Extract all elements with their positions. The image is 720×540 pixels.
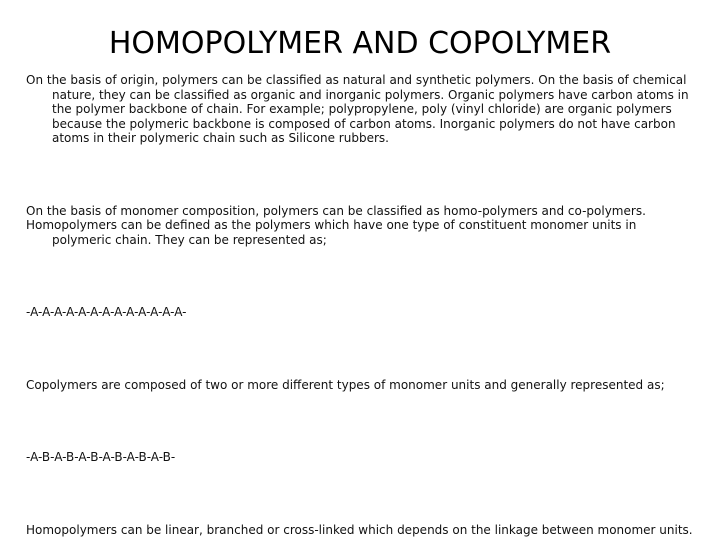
slide-body xyxy=(26,73,696,537)
paragraph-classification-origin: On the basis of origin, polymers can be classified as natural and synthetic polymers. On the basis of chemical nature, they can be classified as organic and inorganic polymers. Organic polymers have carbon atoms in the polymer backbone of chain. For example; polypropylene, poly (vinyl chloride) are organic polymers because the polymeric backbone is composed of carbon atoms. Inorganic polymers do not have carbon atoms in their polymeric chain such as Silicone rubbers. xyxy=(26,73,689,145)
homopolymer-representation: -A-A-A-A-A-A-A-A-A-A-A-A-A- xyxy=(26,305,187,319)
paragraph-homopolymer-definition: Homopolymers can be defined as the polymers which have one type of constituent monomer units in polymeric chain. They can be represented as; xyxy=(26,218,637,247)
spacer xyxy=(26,320,696,349)
paragraph-homopolymer-structure: Homopolymers can be linear, branched or cross-linked which depends on the linkage between monomer units. xyxy=(26,522,693,537)
spacer xyxy=(26,247,696,276)
spacer xyxy=(26,175,696,204)
copolymer-representation: -A-B-A-B-A-B-A-B-A-B-A-B- xyxy=(26,450,176,464)
spacer xyxy=(26,465,696,494)
spacer xyxy=(26,494,696,523)
spacer xyxy=(26,146,696,175)
spacer xyxy=(26,276,696,305)
spacer xyxy=(26,392,696,421)
slide-title: HOMOPOLYMER AND COPOLYMER xyxy=(108,26,612,61)
paragraph-classification-composition: On the basis of monomer composition, polymers can be classified as homo-polymers and co-polymers. xyxy=(26,203,646,218)
paragraph-copolymer-definition: Copolymers are composed of two or more different types of monomer units and generally represented as; xyxy=(26,377,665,392)
spacer xyxy=(26,349,696,378)
spacer xyxy=(26,421,696,450)
